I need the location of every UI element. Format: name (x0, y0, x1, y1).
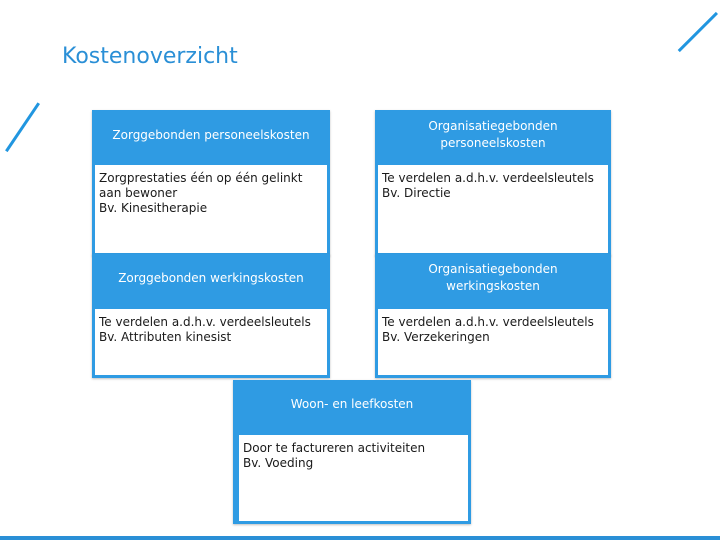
card-text-line: Bv. Voeding (243, 456, 314, 470)
card-text-line: Bv. Kinesitherapie (99, 201, 208, 215)
card-text-line: Te verdelen a.d.h.v. verdeelsleutels (382, 315, 594, 329)
card-body (378, 309, 608, 375)
card-text-line: Zorgprestaties één op één gelinkt aan bewoner (99, 171, 303, 200)
card-organisatiegebonden-personeelskosten (375, 110, 611, 256)
slide-title: Kostenoverzicht (62, 44, 238, 69)
card-text-line: Bv. Verzekeringen (382, 330, 490, 344)
card-body (95, 165, 327, 253)
card-body (378, 165, 608, 253)
card-zorggebonden-werkingskosten (92, 254, 330, 378)
card-header: Organisatiegebonden personeelskosten (428, 119, 558, 150)
decorative-line-top-right (678, 12, 718, 52)
bottom-accent-bar (0, 536, 720, 540)
card-text-line: Door te factureren activiteiten (243, 441, 426, 455)
card-zorggebonden-personeelskosten (92, 110, 330, 256)
card-header: Zorggebonden personeelskosten (112, 127, 310, 142)
card-organisatiegebonden-werkingskosten (375, 254, 611, 378)
card-header: Organisatiegebonden werkingskosten (428, 262, 558, 293)
card-woon-en-leefkosten (233, 380, 471, 524)
decorative-line-left (5, 102, 40, 152)
card-text-line: Bv. Directie (382, 186, 451, 200)
card-text-line: Bv. Attributen kinesist (99, 330, 232, 344)
card-body (239, 435, 468, 521)
card-header: Zorggebonden werkingskosten (118, 270, 304, 285)
card-header: Woon- en leefkosten (290, 396, 414, 411)
card-body (95, 309, 327, 375)
card-text-line: Te verdelen a.d.h.v. verdeelsleutels (99, 315, 311, 329)
card-text-line: Te verdelen a.d.h.v. verdeelsleutels (382, 171, 594, 185)
